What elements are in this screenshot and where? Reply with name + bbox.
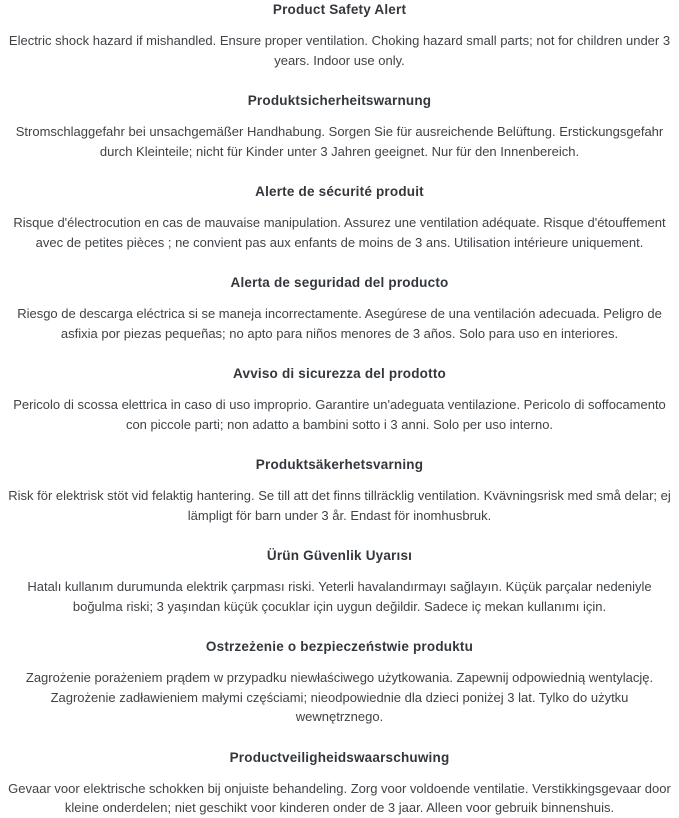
safety-section-german: [6, 93, 673, 161]
safety-section-polish: [6, 639, 673, 727]
section-body-swedish: Risk för elektrisk stöt vid felaktig hantering. Se till att det finns tillräcklig ventilation. Kvävningsrisk med små delar; ej lämpligt för barn under 3 år. Endast för inomhusbruk.: [8, 488, 671, 523]
section-heading-swedish: Produktsäkerhetsvarning: [255, 457, 424, 472]
section-heading-dutch: Productveiligheidswaarschuwing: [229, 749, 450, 765]
safety-section-dutch: [6, 750, 673, 818]
safety-section-french: [6, 184, 673, 252]
section-body-english: Electric shock hazard if mishandled. Ensure proper ventilation. Choking hazard small parts; not for children under 3 years. Indoor use only.: [8, 33, 671, 68]
safety-section-spanish: [6, 275, 673, 343]
section-heading-italian: Avviso di sicurezza del prodotto: [233, 366, 446, 381]
safety-section-swedish: [6, 457, 673, 525]
section-body-spanish: Riesgo de descarga eléctrica si se maneja incorrectamente. Asegúrese de una ventilación adecuada. Peligro de asfixia por piezas pequeñas; no apto para niños menores de 3 años. Solo para uso en interiores.: [17, 306, 662, 341]
section-heading-spanish: Alerta de seguridad del producto: [230, 275, 449, 290]
section-heading-german: Produktsicherheitswarnung: [247, 93, 432, 108]
section-body-dutch: Gevaar voor elektrische schokken bij onjuiste behandeling. Zorg voor voldoende ventilatie. Verstikkingsgevaar door kleine onderdelen; niet geschikt voor kinderen onder de 3 jaar. Alleen voor gebruik binnenshuis.: [8, 780, 671, 815]
safety-section-italian: [6, 366, 673, 434]
section-body-german: Stromschlaggefahr bei unsachgemäßer Handhabung. Sorgen Sie für ausreichende Belüftung. Erstickungsgefahr durch Kleinteile; nicht für Kinder unter 3 Jahren geeignet. Nur für den Innenbereich.: [15, 124, 664, 159]
section-heading-french: Alerte de sécurité produit: [255, 184, 424, 199]
section-body-turkish: Hatalı kullanım durumunda elektrik çarpması riski. Yeterli havalandırmayı sağlayın. Küçük parçalar nedeniyle boğulma riski; 3 yaşından küçük çocuklar için uygun değildir. Sadece iç mekan kullanımı için.: [27, 579, 652, 614]
section-body-french: Risque d'électrocution en cas de mauvaise manipulation. Assurez une ventilation adéquate. Risque d'étouffement avec de petites pièces ; ne convient pas aux enfants de moins de 3 ans. Utilisation intérieure uniquement.: [13, 215, 666, 250]
section-body-polish: Zagrożenie porażeniem prądem w przypadku niewłaściwego użytkowania. Zapewnij odpowiednią wentylację. Zagrożenie zadławieniem małymi częściami; nieodpowiednie dla dzieci poniżej 3 lat. Tylko do użytku wewnętrznego.: [25, 670, 654, 724]
section-heading-polish: Ostrzeżenie o bezpieczeństwie produktu: [205, 639, 474, 654]
section-body-italian: Pericolo di scossa elettrica in caso di uso improprio. Garantire un'adeguata ventilazione. Pericolo di soffocamento con piccole parti; non adatto a bambini sotto i 3 anni. Solo per uso interno.: [13, 397, 666, 432]
safety-section-turkish: [6, 548, 673, 616]
section-heading-english: Product Safety Alert: [272, 2, 407, 17]
section-heading-turkish: Ürün Güvenlik Uyarısı: [266, 548, 413, 563]
safety-section-english: [6, 2, 673, 70]
